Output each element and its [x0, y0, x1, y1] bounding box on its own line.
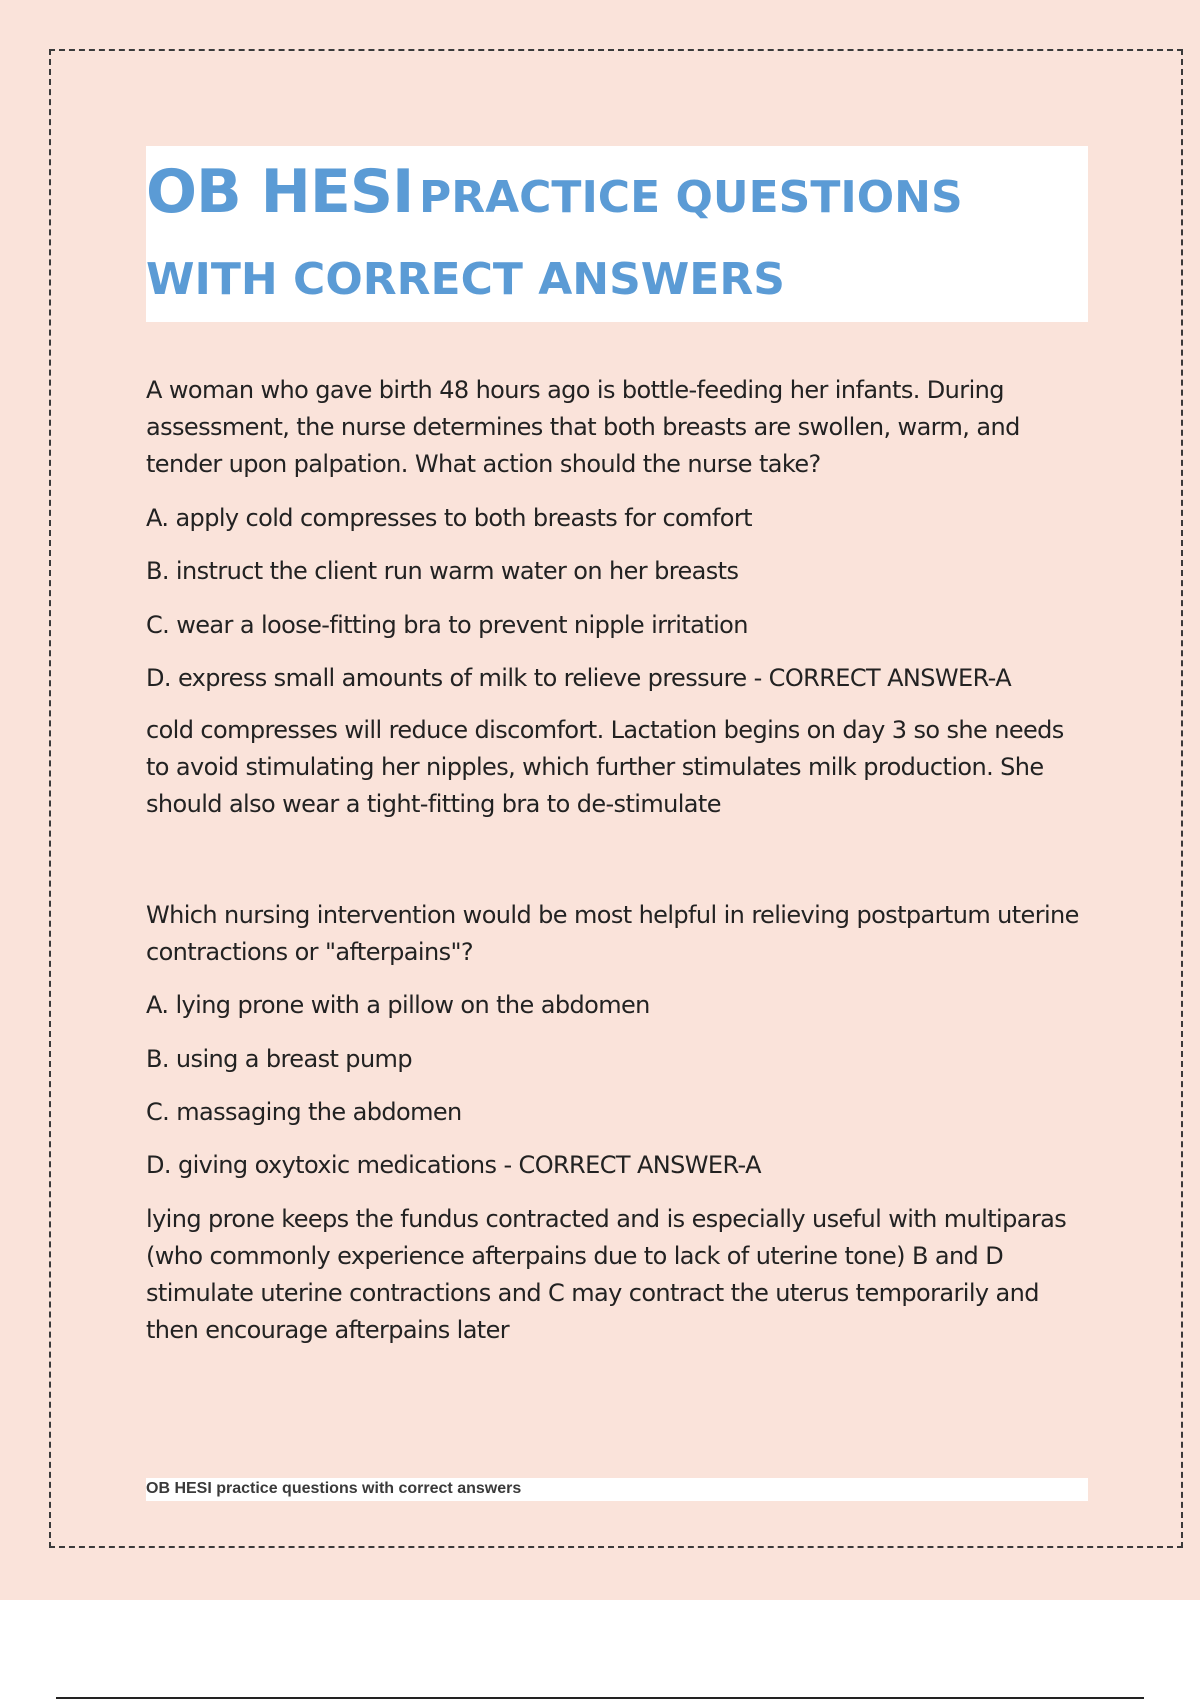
bottom-divider [56, 1697, 1144, 1699]
question-2-option-a: A. lying prone with a pillow on the abdomen [146, 991, 650, 1019]
page-footer [146, 1478, 1088, 1501]
title-line-2: WITH CORRECT ANSWERS [146, 254, 785, 305]
question-2-rationale: lying prone keeps the fundus contracted and is especially useful with multiparas (who commonly experience afterpains due to lack of uterine tone) B and D stimulate uterine contractions and C may contract the uterus temporarily and then encourage afterpains later [146, 1205, 1067, 1344]
question-1-option-a: A. apply cold compresses to both breasts for comfort [146, 504, 752, 532]
question-1-option-b: B. instruct the client run warm water on her breasts [146, 557, 739, 585]
question-1-option-d: D. express small amounts of milk to relieve pressure - CORRECT ANSWER-A [146, 664, 1012, 692]
question-2-option-b: B. using a breast pump [146, 1045, 412, 1073]
question-1-stem: A woman who gave birth 48 hours ago is bottle-feeding her infants. During assessment, the nurse determines that both breasts are swollen, warm, and tender upon palpation. What action should the nurse take? [146, 376, 1020, 478]
question-2-option-c: C. massaging the abdomen [146, 1098, 462, 1126]
question-1-option-c: C. wear a loose-fitting bra to prevent nipple irritation [146, 611, 748, 639]
title-ob-hesi: OB HESI [146, 157, 414, 227]
title-practice-questions: PRACTICE QUESTIONS [418, 172, 963, 223]
title-banner [146, 146, 1088, 322]
footer-text: OB HESI practice questions with correct answers [146, 1480, 522, 1497]
question-2-option-d: D. giving oxytoxic medications - CORRECT ANSWER-A [146, 1151, 761, 1179]
title-line-1 [146, 157, 963, 227]
question-1-rationale: cold compresses will reduce discomfort. Lactation begins on day 3 so she needs to avoid stimulating her nipples, which further stimulates milk production. She should also wear a tight-fitting bra to de-stimulate [146, 716, 1064, 818]
question-2-stem: Which nursing intervention would be most helpful in relieving postpartum uterine contractions or "afterpains"? [146, 901, 1079, 966]
